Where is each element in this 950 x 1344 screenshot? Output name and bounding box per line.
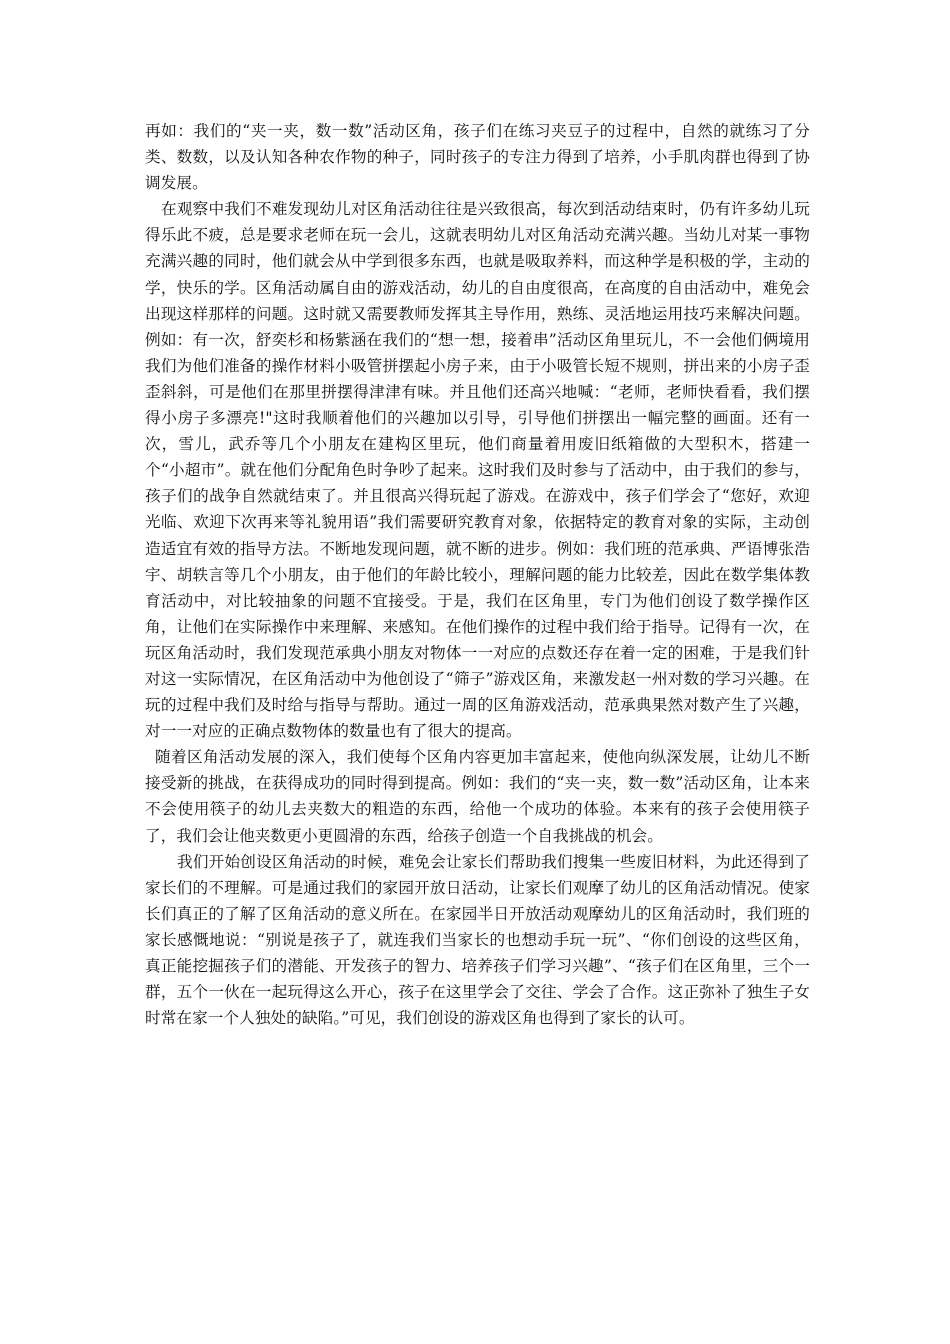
paragraph-1: 再如：我们的“夹一夹，数一数”活动区角，孩子们在练习夹豆子的过程中，自然的就练习了分类、数数，以及认知各种农作物的种子，同时孩子的专注力得到了培养，小手肌肉群也得到了协调发展。: [145, 122, 810, 193]
paragraph-4: 我们开始创设区角活动的时候，难免会让家长们帮助我们搜集一些废旧材料，为此还得到了家长们的不理解。可是通过我们的家园开放日活动，让家长们观摩了幼儿的区角活动情况。使家长们真正的了解了区角活动的意义所在。在家园半日开放活动观摩幼儿的区角活动时，我们班的家长感慨地说：“别说是孩子了，就连我们当家长的也想动手玩一玩”、“你们创设的这些区角，真正能挖掘孩子们的潜能、开发孩子的智力、培养孩子们学习兴趣”、“孩子们在区角里，三个一群，五个一伙在一起玩得这么开心，孩子在这里学会了交往、学会了合作。这正弥补了独生子女时常在家一个人独处的缺陷。”可见，我们创设的游戏区角也得到了家长的认可。: [145, 852, 810, 1028]
paragraph-3: 随着区角活动发展的深入，我们使每个区角内容更加丰富起来，使他向纵深发展，让幼儿不断接受新的挑战，在获得成功的同时得到提高。例如：我们的“夹一夹，数一数”活动区角，让本来不会使用筷子的幼儿去夹数大的粗造的东西，给他一个成功的体验。本来有的孩子会使用筷子了，我们会让他夹数更小更圆滑的东西，给孩子创造一个自我挑战的机会。: [145, 748, 810, 845]
document-body: [145, 118, 810, 1031]
paragraph-2: 在观察中我们不难发现幼儿对区角活动往往是兴致很高，每次到活动结束时，仍有许多幼儿玩得乐此不疲，总是要求老师在玩一会儿，这就表明幼儿对区角活动充满兴趣。当幼儿对某一事物充满兴趣的同时，他们就会从中学到很多东西，也就是吸取养料，而这种学是积极的学，主动的学，快乐的学。区角活动属自由的游戏活动，幼儿的自由度很高，在高度的自由活动中，难免会出现这样那样的问题。这时就又需要教师发挥其主导作用，熟练、灵活地运用技巧来解决问题。例如：有一次，舒奕杉和杨紫涵在我们的“想一想，接着串”活动区角里玩儿，不一会他们俩境用我们为他们准备的操作材料小吸管拼摆起小房子来，由于小吸管长短不规则，拼出来的小房子歪歪斜斜，可是他们在那里拼摆得津津有味。并且他们还高兴地喊：“老师，老师快看看，我们摆得小房子多漂亮!"这时我顺着他们的兴趣加以引导，引导他们拼摆出一幅完整的画面。还有一次，雪儿，武乔等几个小朋友在建构区里玩，他们商量着用废旧纸箱做的大型积木，搭建一个“小超市”。就在他们分配角色时争吵了起来。这时我们及时参与了活动中，由于我们的参与，孩子们的战争自然就结束了。并且很高兴得玩起了游戏。在游戏中，孩子们学会了“您好，欢迎光临、欢迎下次再来等礼貌用语”我们需要研究教育对象，依据特定的教育对象的实际，主动创造适宜有效的指导方法。不断地发现问题，就不断的进步。例如：我们班的范承典、严语博张浩宇、胡轶言等几个小朋友，由于他们的年龄比较小，理解问题的能力比较差，因此在数学集体教育活动中，对比较抽象的问题不宜接受。于是，我们在区角里，专门为他们创设了数学操作区角，让他们在实际操作中来理解、来感知。在他们操作的过程中我们给于指导。记得有一次，在玩区角活动时，我们发现范承典小朋友对物体一一对应的点数还存在着一定的困难，于是我们针对这一实际情况，在区角活动中为他创设了“筛子”游戏区角，来激发赵一州对数的学习兴趣。在玩的过程中我们及时给与指导与帮助。通过一周的区角游戏活动，范承典果然对数产生了兴趣，对一一对应的正确点数物体的数量也有了很大的提高。: [145, 200, 810, 741]
